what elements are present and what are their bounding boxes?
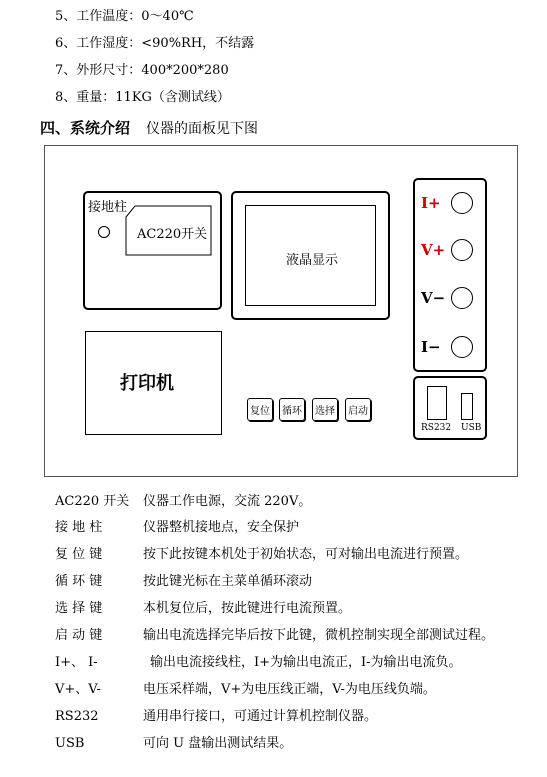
rs232-label: RS232: [421, 423, 452, 433]
desc-key: I+、 I-: [55, 655, 98, 670]
ground-label: 接地柱: [88, 200, 128, 215]
desc-key: 选 择 键: [55, 601, 103, 616]
spec-humidity: 6、工作湿度：<90%RH，不结露: [55, 36, 255, 51]
lcd-screen: [245, 205, 376, 306]
desc-row: [55, 570, 312, 589]
front-panel-diagram: [44, 145, 518, 477]
desc-text: 按此键光标在主菜单循环滚动: [143, 574, 313, 589]
lcd-module: [231, 191, 390, 320]
cycle-key[interactable]: 循环: [279, 398, 305, 421]
reset-key[interactable]: 复位: [247, 398, 273, 421]
terminal-module: [413, 178, 487, 372]
desc-key: AC220 开关: [55, 494, 130, 509]
usb-port-icon[interactable]: [461, 393, 473, 420]
printer-label: 打印机: [120, 373, 174, 394]
lcd-label: 液晶显示: [286, 253, 339, 268]
desc-key: V+、V-: [55, 682, 101, 697]
desc-text: 通用串行接口，可通过计算机控制仪器。: [143, 709, 378, 724]
desc-text: 电压采样端，V+为电压线正端，V-为电压线负端。: [143, 682, 436, 697]
spec-temperature: 5、工作温度：0～40℃: [55, 9, 194, 24]
spec-weight: 8、重量：11KG（含测试线）: [55, 90, 230, 105]
terminal-v-minus-icon[interactable]: [451, 287, 473, 309]
power-module: [83, 191, 222, 310]
desc-row: [55, 543, 468, 562]
usb-label: USB: [461, 423, 482, 433]
start-key[interactable]: 启动: [345, 398, 371, 421]
section-heading: [40, 117, 258, 138]
desc-row: [55, 705, 377, 724]
desc-key: 复 位 键: [55, 547, 103, 562]
section-title: 四、系统介绍: [40, 119, 131, 137]
desc-row: [55, 678, 436, 697]
terminal-label-v-minus: V−: [421, 289, 446, 307]
desc-row: [55, 624, 494, 643]
terminal-label-v-plus: V+: [421, 241, 446, 259]
section-note: 仪器的面板见下图: [146, 121, 259, 137]
desc-key: 启 动 键: [55, 628, 103, 643]
desc-key: 接 地 柱: [55, 520, 103, 535]
desc-row: [55, 597, 351, 616]
select-key[interactable]: 选择: [312, 398, 338, 421]
desc-row: [55, 651, 462, 670]
desc-row: [55, 516, 299, 535]
desc-text: 仪器工作电源，交流 220V。: [143, 494, 312, 509]
spec-dimensions: 7、外形尺寸：400*200*280: [55, 63, 229, 78]
terminal-v-plus-icon[interactable]: [451, 239, 473, 261]
terminal-i-plus-icon[interactable]: [451, 192, 473, 214]
desc-key: USB: [55, 736, 85, 751]
desc-text: 输出电流接线柱，I+为输出电流正，I-为输出电流负。: [150, 655, 462, 670]
desc-key: RS232: [55, 709, 99, 724]
terminal-label-i-plus: I+: [421, 194, 441, 212]
terminal-i-minus-icon[interactable]: [451, 336, 473, 358]
desc-text: 输出电流选择完毕后按下此键，微机控制实现全部测试过程。: [143, 628, 495, 643]
desc-text: 按下此按键本机处于初始状态，可对输出电流进行预置。: [143, 547, 469, 562]
desc-key: 循 环 键: [55, 574, 103, 589]
desc-text: 本机复位后，按此键进行电流预置。: [143, 601, 352, 616]
desc-row: [55, 732, 292, 751]
desc-text: 可向 U 盘输出测试结果。: [143, 736, 293, 751]
printer-module: [85, 331, 222, 435]
rs232-port-icon[interactable]: [427, 386, 447, 420]
desc-text: 仪器整机接地点，安全保护: [143, 520, 300, 535]
terminal-label-i-minus: I−: [421, 338, 441, 356]
ac-switch-label[interactable]: AC220开关: [137, 227, 208, 242]
desc-row: [55, 490, 311, 509]
ground-post-icon[interactable]: [98, 226, 110, 238]
ports-module: [413, 376, 487, 440]
